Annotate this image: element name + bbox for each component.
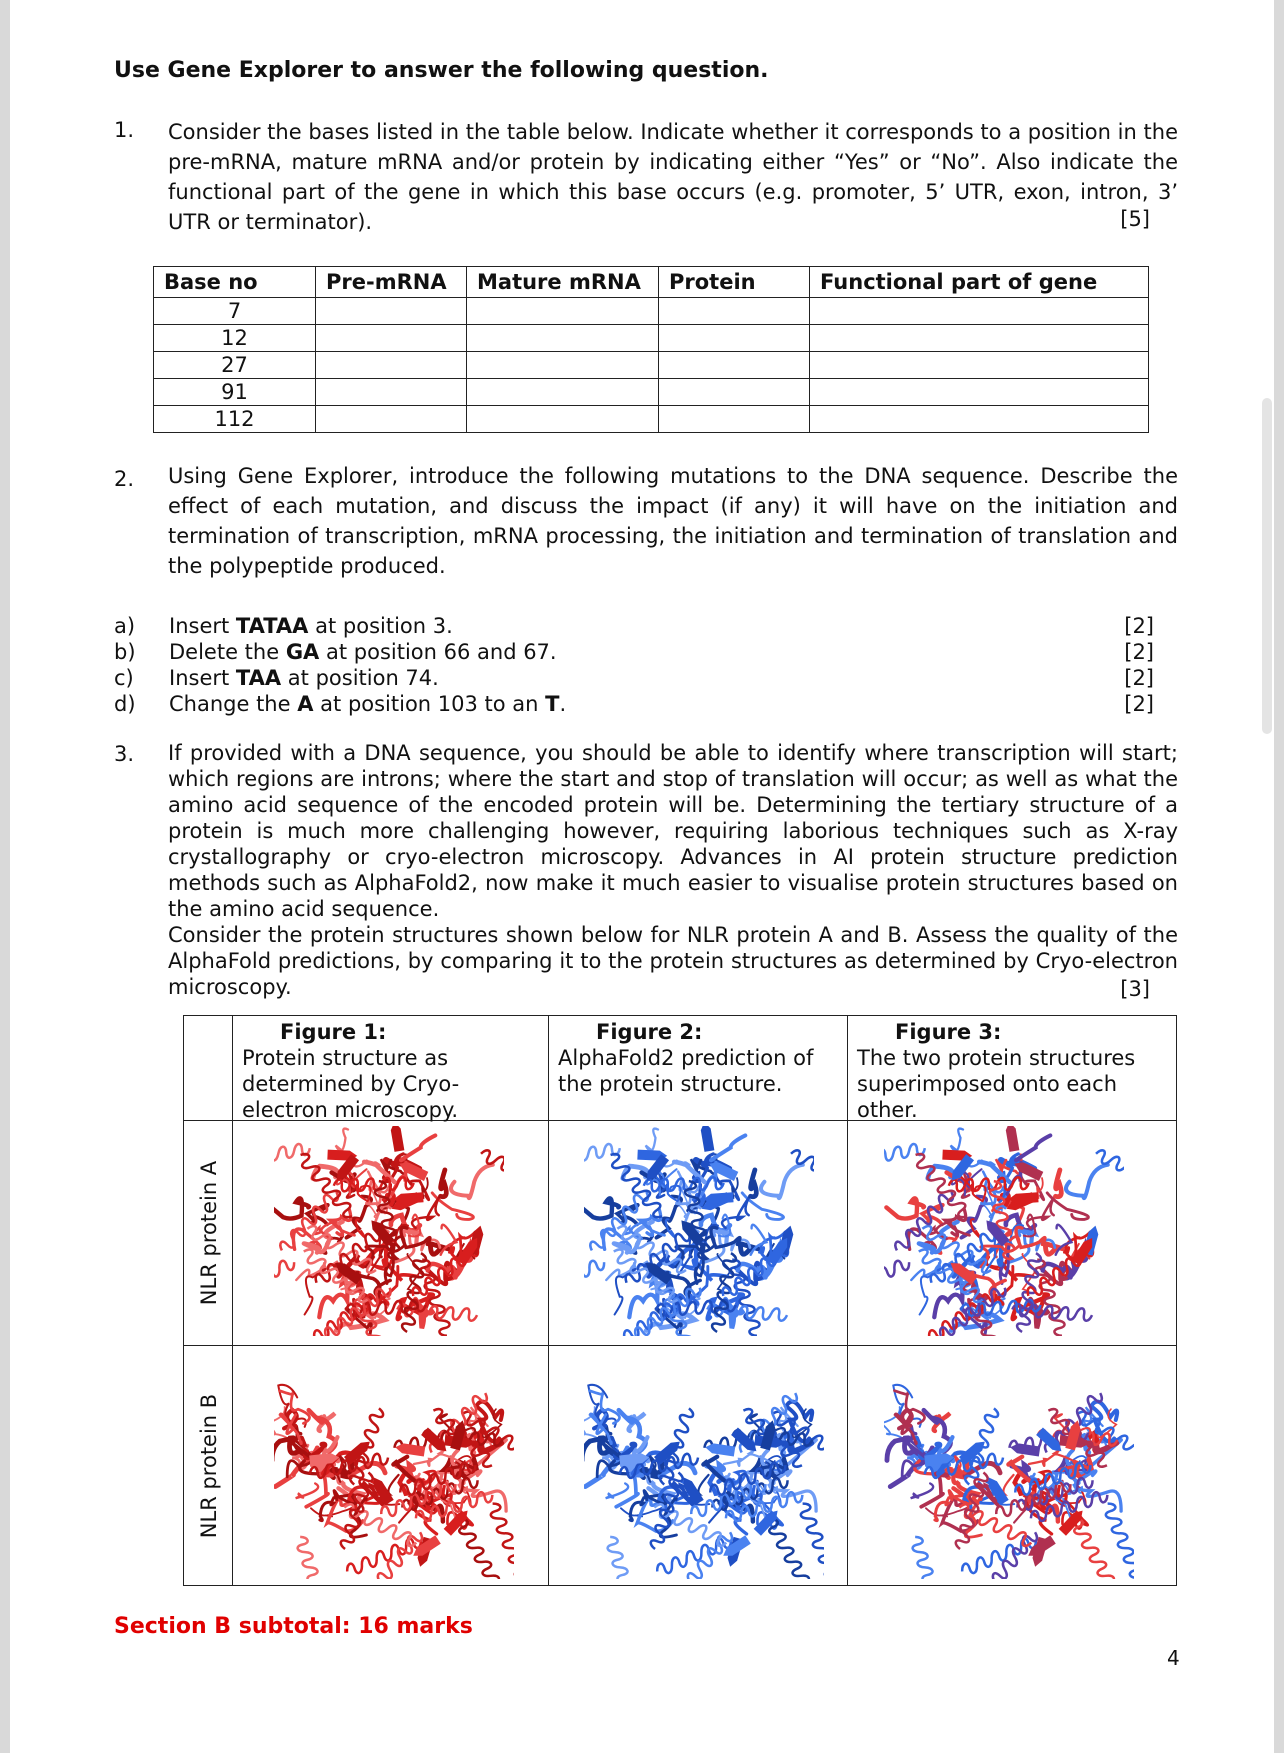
header-base-no: Base no <box>154 267 316 298</box>
base-cell: 112 <box>154 406 316 433</box>
table-row <box>154 379 1149 406</box>
figure-3-caption: The two protein structures superimposed onto each other. <box>857 1046 1136 1122</box>
figure-table <box>183 1015 1177 1586</box>
helix-coil <box>909 1535 945 1579</box>
figure-2-caption: AlphaFold2 prediction of the protein structure. <box>558 1046 814 1096</box>
table-row <box>154 298 1149 325</box>
answer-cell[interactable] <box>467 325 659 352</box>
figure-1-header <box>242 1019 542 1123</box>
item-label: c) <box>114 666 134 690</box>
figure-3-header <box>857 1019 1167 1123</box>
figure-2-title: Figure 2: <box>596 1020 703 1044</box>
ribbon-strand <box>584 1198 619 1218</box>
helix-coil <box>655 1535 733 1577</box>
q1-text: Consider the bases listed in the table below. Indicate whether it corresponds to a position in the pre-mRNA, mature mRNA and/or protein by indicating either “Yes” or “No”. Also indicate the functional part of the gene in which this base occurs (e.g. promoter, 5’ UTR, exon, intron, 3’ UTR or terminator). <box>168 120 1178 234</box>
scrollbar[interactable] <box>1262 398 1272 734</box>
item-marks: [2] <box>1124 640 1154 664</box>
helix-coil <box>960 1535 1038 1577</box>
beta-sheet-arrow <box>391 1126 405 1152</box>
header-functional-part: Functional part of gene <box>810 267 1149 298</box>
q3-marks: [3] <box>1120 977 1150 1001</box>
list-item <box>114 692 1154 718</box>
ribbon-strand <box>441 1170 447 1197</box>
beta-sheet-arrow <box>1006 1126 1020 1152</box>
item-marks: [2] <box>1124 614 1154 638</box>
header-mature-mrna: Mature mRNA <box>467 267 659 298</box>
ribbon-strand <box>1016 1135 1050 1160</box>
protein-b-cryo-em-image <box>274 1354 514 1579</box>
item-marks: [2] <box>1124 692 1154 716</box>
figure-2-header <box>558 1019 843 1097</box>
item-label: d) <box>114 692 136 716</box>
protein-a-alphafold-image <box>584 1126 814 1336</box>
ribbon-strand <box>274 1198 309 1218</box>
helix-coil <box>584 1257 606 1301</box>
ribbon-strand <box>296 1484 319 1499</box>
figure-3-title: Figure 3: <box>895 1020 1002 1044</box>
answer-cell[interactable] <box>316 298 467 325</box>
beta-sheet-arrow <box>701 1126 715 1152</box>
protein-a-superimposed-image <box>884 1126 1124 1336</box>
answer-cell[interactable] <box>316 406 467 433</box>
answer-cell[interactable] <box>467 352 659 379</box>
item-marks: [2] <box>1124 666 1154 690</box>
section-subtotal: Section B subtotal: 16 marks <box>114 1614 473 1639</box>
page-number: 4 <box>1167 1646 1180 1670</box>
answer-cell[interactable] <box>810 325 1149 352</box>
q3-text-1: If provided with a DNA sequence, you should be able to identify where transcription will start; which regions are introns; where the start and stop of translation will occur; as well as what the amino acid sequence of the encoded protein will be. Determining the tertiary structure of a protein is much more challenging however, requiring laborious techniques such as X-ray crystallography or cryo-electron microscopy. Advances in AI protein structure prediction methods such as AlphaFold2, now make it much easier to visualise protein structures based on the amino acid sequence. <box>168 741 1178 921</box>
answer-cell[interactable] <box>316 379 467 406</box>
protein-b-superimposed-image <box>884 1354 1134 1579</box>
answer-cell[interactable] <box>316 325 467 352</box>
q3-number: 3. <box>114 742 135 766</box>
ribbon-strand <box>886 1198 924 1218</box>
q1-answer-table <box>153 266 1149 433</box>
ribbon-strand <box>1056 1170 1062 1197</box>
figure-1-title: Figure 1: <box>280 1020 387 1044</box>
item-label: a) <box>114 614 136 638</box>
header-pre-mrna: Pre-mRNA <box>316 267 467 298</box>
answer-cell[interactable] <box>467 406 659 433</box>
ribbon-strand <box>606 1484 629 1499</box>
answer-cell[interactable] <box>467 298 659 325</box>
item-text: Change the A at position 103 to an T. <box>169 692 567 716</box>
list-item <box>114 614 1154 640</box>
helix-coil <box>345 1535 423 1577</box>
base-cell: 91 <box>154 379 316 406</box>
answer-cell[interactable] <box>659 406 810 433</box>
q3-text-2: Consider the protein structures shown below for NLR protein A and B. Assess the quality of the AlphaFold predictions, by comparing it to the protein structures as determined by Cryo-electron microscopy. <box>168 923 1178 999</box>
q1-number: 1. <box>114 118 135 142</box>
page-heading: Use Gene Explorer to answer the following question. <box>114 58 769 83</box>
table-row <box>154 325 1149 352</box>
answer-cell[interactable] <box>810 406 1149 433</box>
list-item <box>114 640 1154 666</box>
protein-a-cryo-em-image <box>274 1126 504 1336</box>
answer-cell[interactable] <box>316 352 467 379</box>
q2-text: Using Gene Explorer, introduce the following mutations to the DNA sequence. Describe the effect of each mutation, and discuss the impact (if any) it will have on the initiation and termination of transcription, mRNA processing, the initiation and termination of translation and the polypeptide produced. <box>168 464 1178 578</box>
header-protein: Protein <box>659 267 810 298</box>
base-cell: 12 <box>154 325 316 352</box>
answer-cell[interactable] <box>810 379 1149 406</box>
table-header-row <box>154 267 1149 298</box>
ribbon-strand <box>711 1135 745 1160</box>
figure-1-caption: Protein structure as determined by Cryo-electron microscopy. <box>242 1046 460 1122</box>
beta-sheet-arrow <box>705 1443 735 1456</box>
helix-coil <box>884 1257 911 1301</box>
answer-cell[interactable] <box>659 352 810 379</box>
ribbon-strand <box>911 1484 934 1499</box>
helix-coil <box>294 1535 330 1579</box>
base-cell: 27 <box>154 352 316 379</box>
ribbon-strand <box>761 1165 803 1198</box>
answer-cell[interactable] <box>810 298 1149 325</box>
answer-cell[interactable] <box>810 352 1149 379</box>
protein-b-alphafold-image <box>584 1354 824 1579</box>
table-row <box>154 352 1149 379</box>
ribbon-strand <box>751 1170 757 1197</box>
answer-cell[interactable] <box>659 298 810 325</box>
helix-coil <box>274 1257 296 1301</box>
q1-marks: [5] <box>1120 207 1150 231</box>
item-text: Insert TAA at position 74. <box>169 666 439 690</box>
answer-cell[interactable] <box>467 379 659 406</box>
item-text: Delete the GA at position 66 and 67. <box>169 640 557 664</box>
beta-sheet-arrow <box>1010 1443 1040 1456</box>
row-label-protein-b: NLR protein B <box>197 1393 221 1539</box>
item-text: Insert TATAA at position 3. <box>169 614 453 638</box>
ribbon-strand <box>451 1165 493 1198</box>
list-item <box>114 666 1154 692</box>
ribbon-strand <box>401 1135 435 1160</box>
table-row <box>154 406 1149 433</box>
base-cell: 7 <box>154 298 316 325</box>
helix-coil <box>604 1535 640 1579</box>
ribbon-strand <box>1066 1165 1108 1198</box>
q2-number: 2. <box>114 467 135 491</box>
answer-cell[interactable] <box>659 379 810 406</box>
row-label-protein-a: NLR protein A <box>197 1160 221 1306</box>
item-label: b) <box>114 640 136 664</box>
answer-cell[interactable] <box>659 325 810 352</box>
helix-coil <box>1102 1501 1134 1579</box>
q2-mutation-list <box>114 614 1154 718</box>
beta-sheet-arrow <box>395 1443 425 1456</box>
document-page <box>10 0 1274 1753</box>
